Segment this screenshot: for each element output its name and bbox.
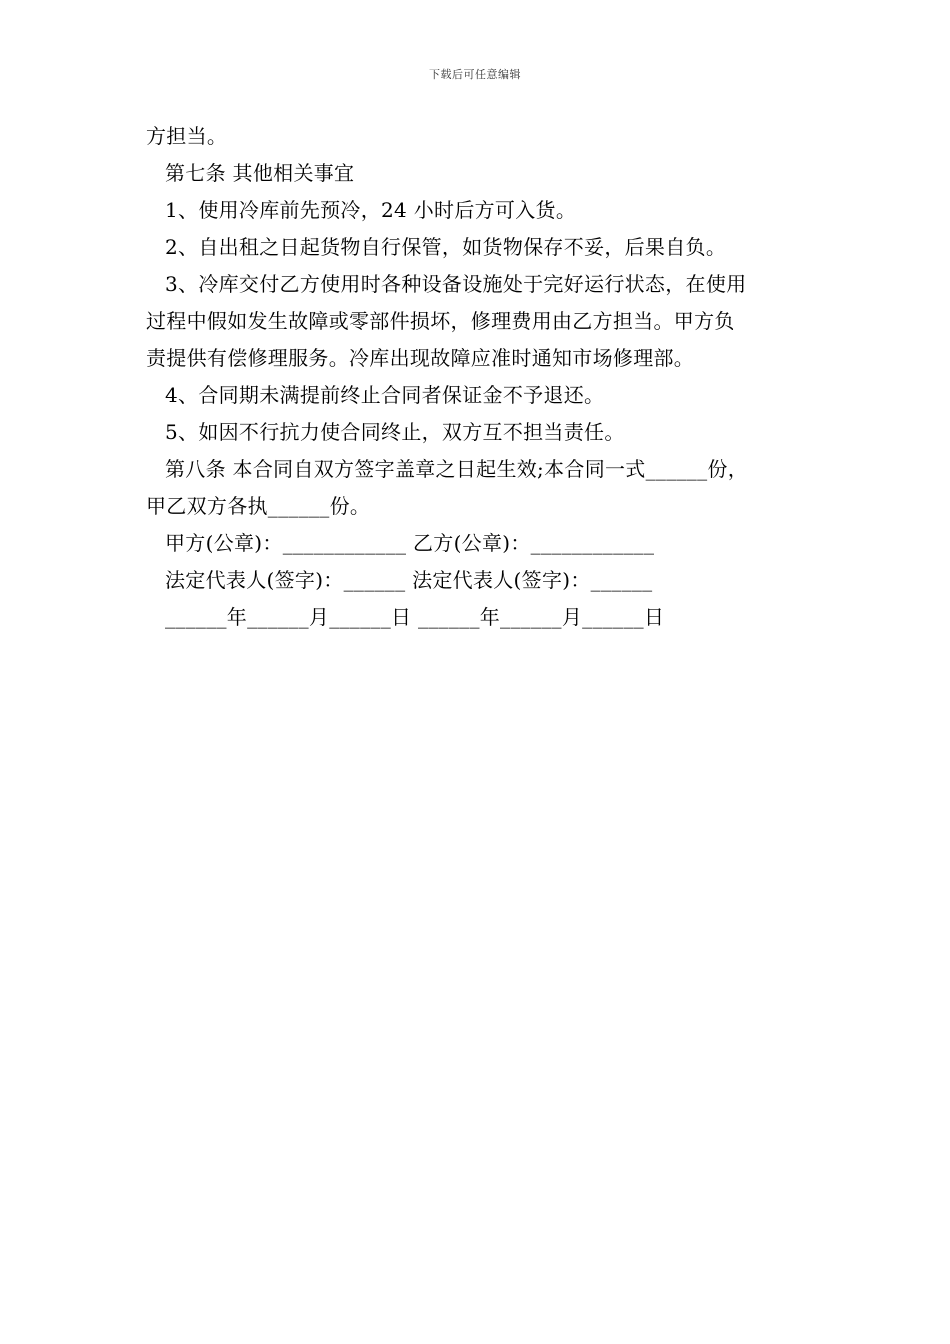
section-heading: 第八条 本合同自双方签字盖章之日起生效;本合同一式______份， — [165, 457, 748, 481]
clause-item: 1、使用冷库前先预冷，24 小时后方可入货。 — [165, 198, 577, 222]
clause-item: 4、合同期未满提前终止合同者保证金不予退还。 — [165, 383, 605, 407]
text-line: 甲乙双方各执______份。 — [146, 494, 371, 518]
clause-item: 5、如因不行抗力使合同终止，双方互不担当责任。 — [165, 420, 625, 444]
document-body — [146, 118, 806, 636]
signature-line: 法定代表人(签字)：______ 法定代表人(签字)：______ — [165, 568, 653, 592]
section-heading: 第七条 其他相关事宜 — [165, 161, 355, 185]
clause-item: 2、自出租之日起货物自行保管，如货物保存不妥，后果自负。 — [165, 235, 727, 259]
seal-line: 甲方(公章)：____________ 乙方(公章)：____________ — [165, 531, 655, 555]
text-line: 过程中假如发生故障或零部件损坏，修理费用由乙方担当。甲方负 — [146, 309, 735, 333]
date-line: ______年______月______日 ______年______月______日 — [165, 605, 665, 629]
page-header: 下载后可任意编辑 — [429, 68, 521, 81]
clause-item: 3、冷库交付乙方使用时各种设备设施处于完好运行状态，在使用 — [165, 272, 747, 296]
text-line: 方担当。 — [146, 124, 228, 148]
text-line: 责提供有偿修理服务。冷库出现故障应准时通知市场修理部。 — [146, 346, 695, 370]
